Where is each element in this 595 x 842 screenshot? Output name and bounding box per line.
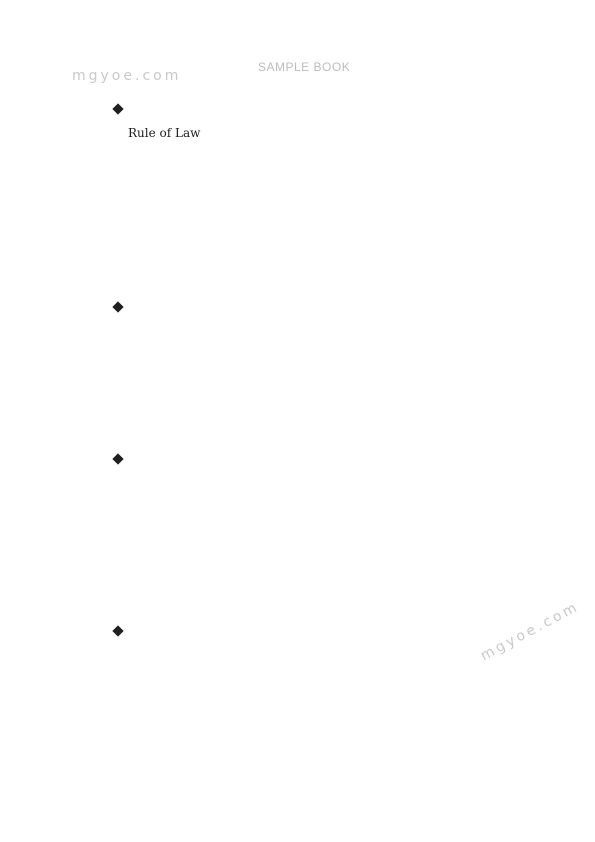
quote-attribution	[128, 326, 508, 346]
diamond-bullet-icon	[112, 625, 123, 636]
latin-term-rule: Rule	[128, 126, 156, 140]
diamond-bullet-icon	[112, 103, 123, 114]
quote-latin-terms	[128, 122, 508, 144]
quote-text	[128, 622, 508, 644]
diamond-bullet-icon	[112, 301, 123, 312]
quote-text	[128, 298, 508, 320]
quote-entry-1	[128, 100, 508, 170]
quote-text	[128, 450, 508, 472]
quote-attribution	[128, 478, 508, 498]
quote-attribution	[128, 150, 508, 170]
site-watermark-diagonal: mgyoe.com	[478, 598, 583, 665]
site-watermark-top: mgyoe.com	[72, 68, 182, 84]
quote-text	[128, 100, 508, 122]
quote-entry-2	[128, 298, 508, 346]
quote-entry-4	[128, 622, 508, 670]
quote-entry-3	[128, 450, 508, 498]
diamond-bullet-icon	[112, 453, 123, 464]
quote-attribution	[128, 650, 508, 670]
sample-book-watermark: SAMPLE BOOK	[258, 60, 351, 74]
latin-term-of-law: of Law	[159, 126, 201, 140]
